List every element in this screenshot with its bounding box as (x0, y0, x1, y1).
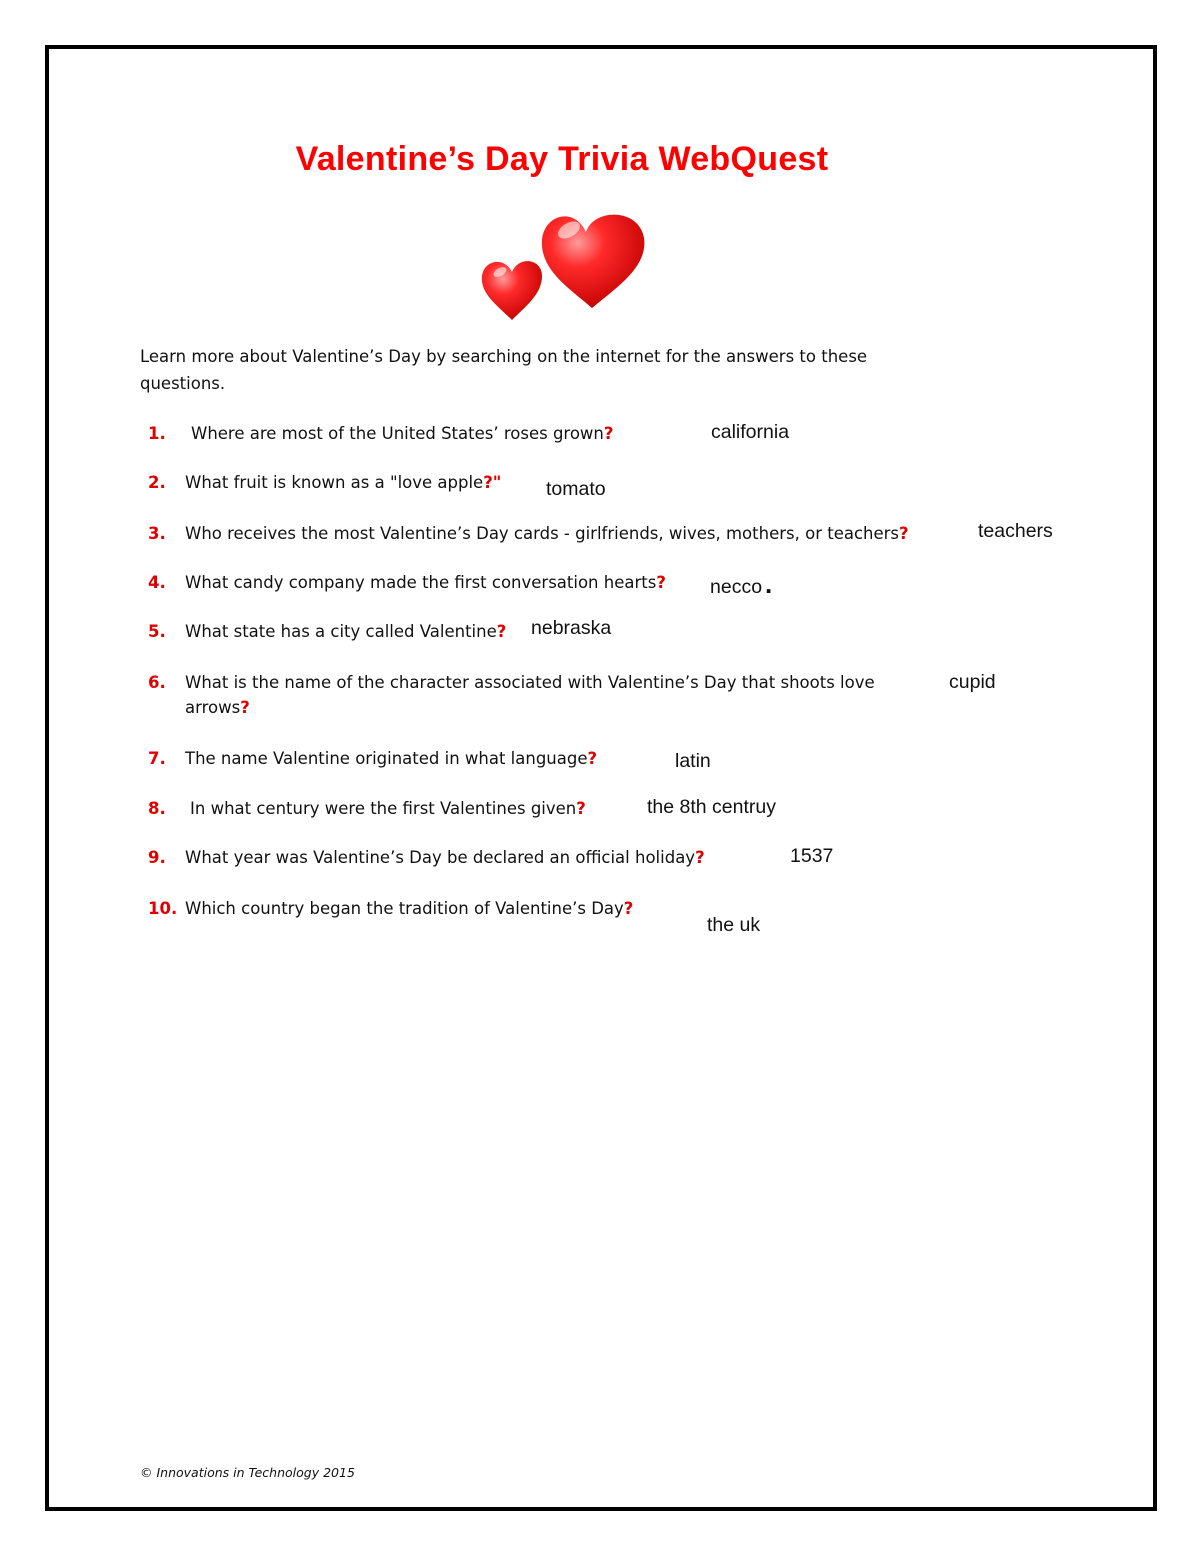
answer-4: necco . (710, 569, 773, 599)
question-text: What candy company made the first conversation hearts? (185, 573, 666, 592)
question-number: 6. (148, 673, 166, 692)
question-text: What fruit is known as a "love apple?" (185, 473, 502, 492)
question-number: 4. (148, 573, 166, 592)
page-title: Valentine’s Day Trivia WebQuest (295, 140, 829, 178)
copyright-footer: © Innovations in Technology 2015 (140, 1465, 355, 1480)
question-number: 8. (148, 799, 166, 818)
answer-6: cupid (949, 671, 996, 693)
answer-3: teachers (978, 520, 1053, 542)
answer-7: latin (675, 750, 711, 772)
question-number: 7. (148, 749, 166, 768)
question-number: 10. (148, 899, 178, 918)
answer-9: 1537 (790, 845, 834, 867)
question-text: What year was Valentine’s Day be declared an official holiday? (185, 848, 705, 867)
question-number: 1. (148, 424, 166, 443)
question-text: What state has a city called Valentine? (185, 622, 507, 641)
question-number: 5. (148, 622, 166, 641)
question-text: In what century were the first Valentines given? (190, 799, 586, 818)
answer-10: the uk (707, 914, 761, 936)
hearts-icon (474, 200, 654, 325)
question-text: Which country began the tradition of Valentine’s Day? (185, 899, 634, 918)
small-heart-icon (482, 261, 542, 320)
answer-8: the 8th centruy (647, 796, 776, 818)
question-text: The name Valentine originated in what language? (185, 749, 598, 768)
question-text: What is the name of the character associated with Valentine’s Day that shoots love arrows? (185, 673, 875, 717)
large-heart-icon (542, 215, 644, 308)
answer-5: nebraska (531, 617, 612, 639)
question-text: Who receives the most Valentine’s Day cards - girlfriends, wives, mothers, or teachers? (185, 524, 909, 543)
intro-text: Learn more about Valentine’s Day by searching on the internet for the answers to these questions. (140, 347, 868, 393)
question-text: Where are most of the United States’ roses grown? (191, 424, 614, 443)
answer-2: tomato (546, 478, 606, 500)
question-number: 9. (148, 848, 166, 867)
answer-1: california (711, 421, 790, 443)
question-number: 3. (148, 524, 166, 543)
question-number: 2. (148, 473, 166, 492)
